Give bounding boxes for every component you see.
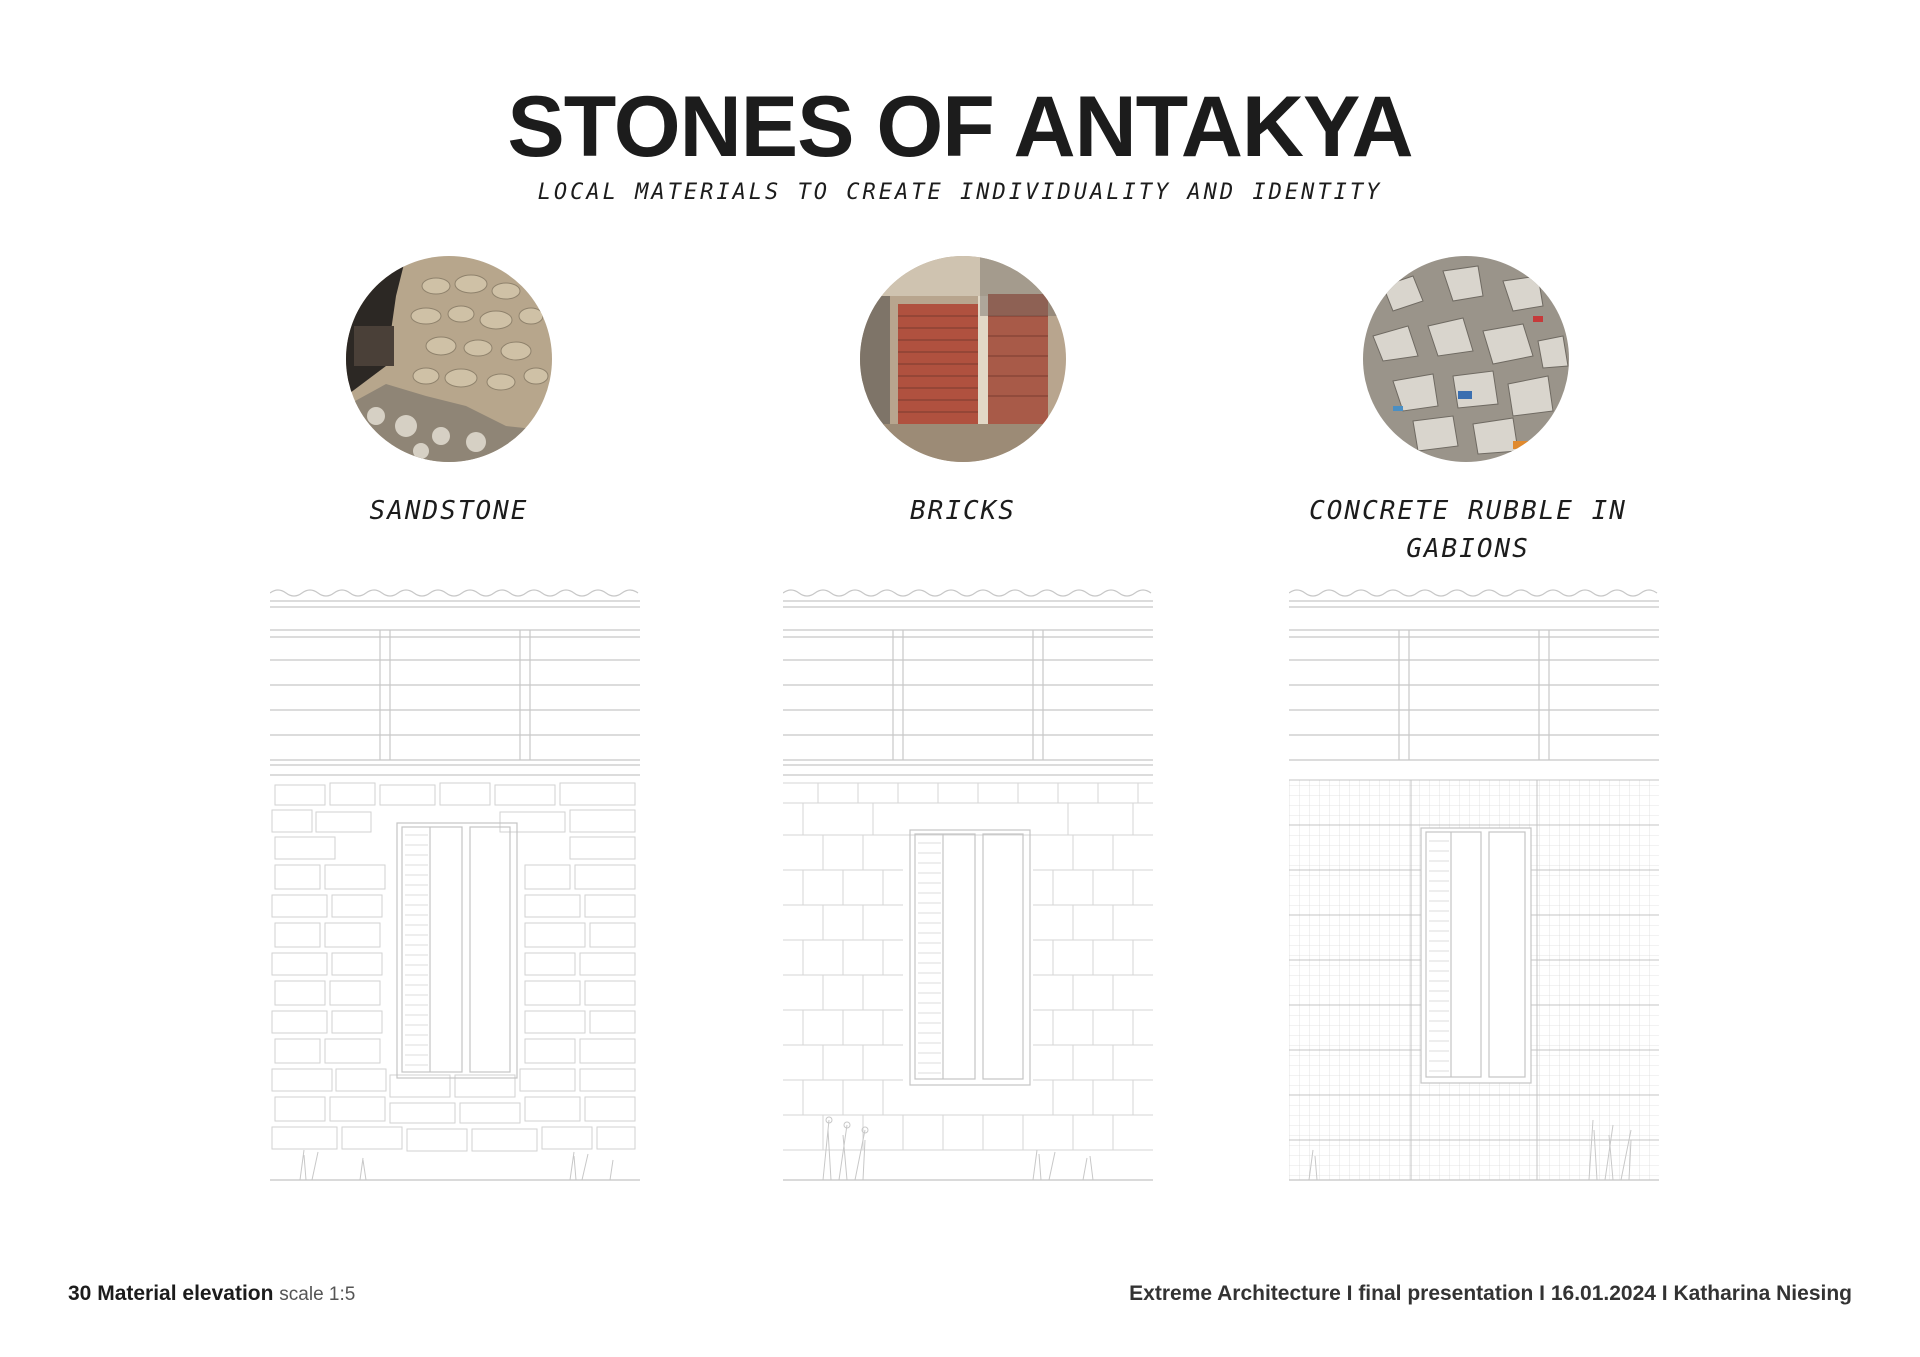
bricks-label: BRICKS [910,496,1016,526]
page-title: STONES OF ANTAKYA [507,79,1413,175]
section-title: Material elevation [97,1282,274,1305]
sandstone-elevation [270,585,640,1195]
bricks-elevation [783,585,1153,1195]
page-number: 30 [68,1282,92,1305]
sandstone-label: SANDSTONE [369,496,529,526]
rubble-photo [1363,256,1569,462]
footer-credits: Extreme Architecture I final presentation I 16.01.2024 I Katharina Niesing [1129,1282,1852,1305]
page-subtitle: LOCAL MATERIALS TO CREATE INDIVIDUALITY AND IDENTITY [537,180,1383,205]
gabion-elevation [1289,585,1659,1195]
concrete-rubble-label: CONCRETE RUBBLE IN GABIONS [1309,496,1627,564]
scale-note: scale 1:5 [279,1284,356,1305]
sandstone-photo [346,256,552,462]
footer-page-info [68,1282,355,1306]
bricks-photo [860,256,1066,462]
